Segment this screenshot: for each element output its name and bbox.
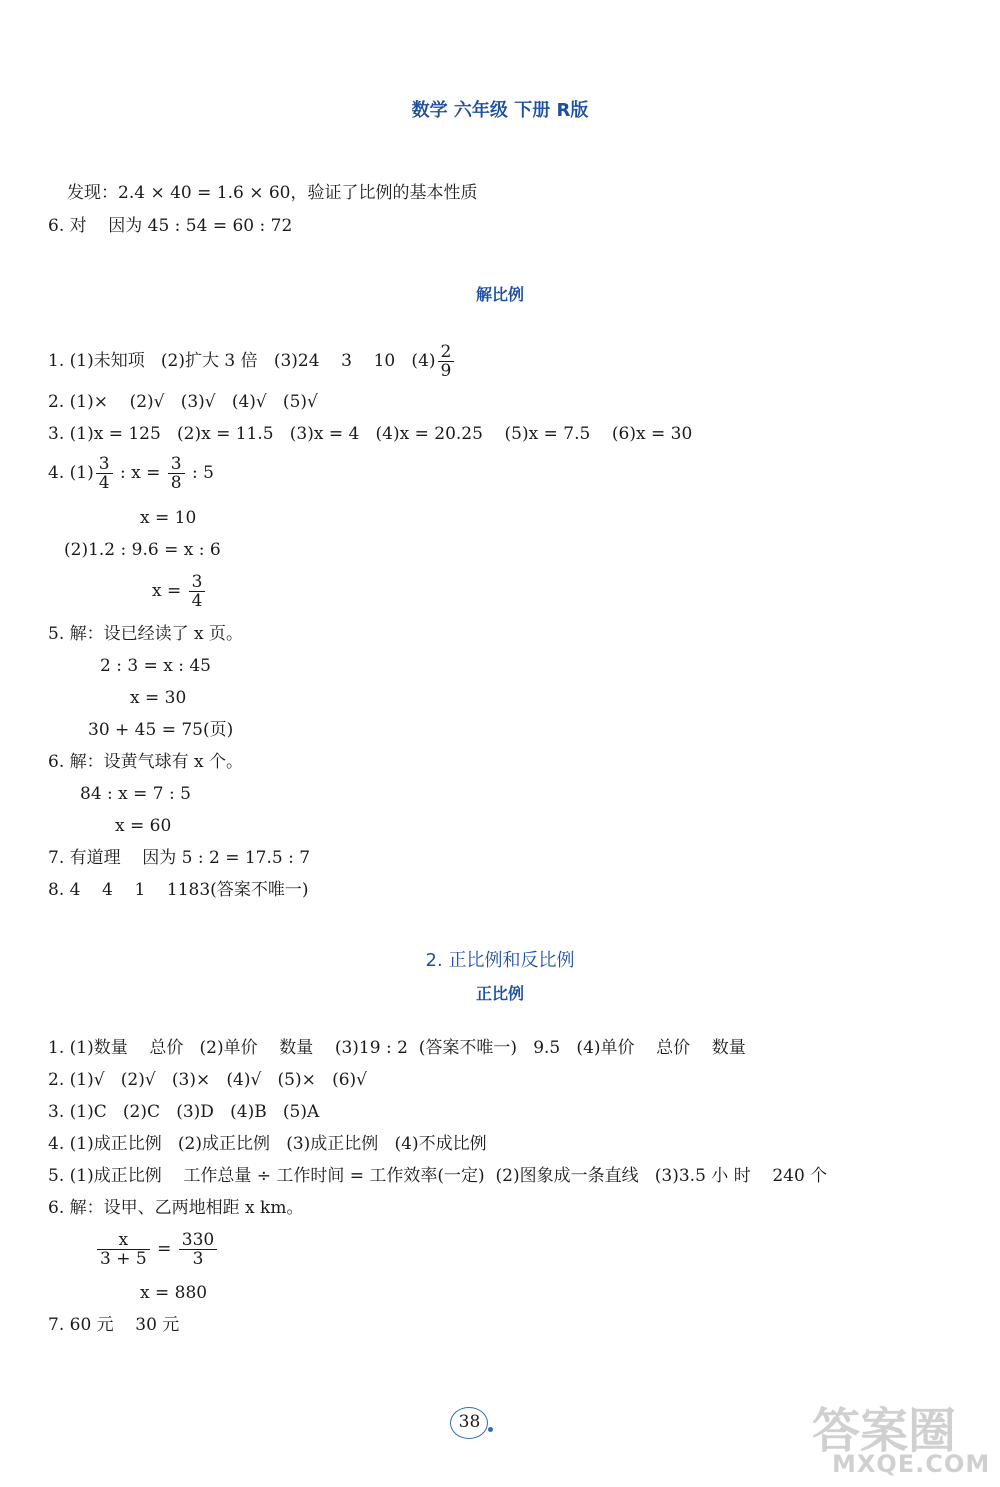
section-title-direct-proportion: 正比例: [475, 984, 524, 1003]
fraction-denominator: 9: [440, 361, 452, 381]
page-number: 38: [458, 1412, 481, 1432]
fraction-numerator: 3: [168, 455, 185, 474]
fraction-denominator: 3: [192, 1249, 204, 1269]
fraction-denominator: 8: [170, 473, 182, 493]
discovery-label: 发现：: [67, 183, 118, 203]
solve-q6-setup: 6. 解：设黄气球有 x 个。: [48, 752, 244, 772]
fraction-numerator: 3: [96, 455, 113, 474]
solve-q3: 3. (1)x = 125 (2)x = 11.5 (3)x = 4 (4)x = 20.25 (5)x = 7.5 (6)x = 30: [48, 424, 693, 444]
solve-q8: 8. 4 4 1 1183(答案不唯一): [48, 880, 309, 900]
discovery-line: [67, 182, 478, 204]
direct-q6-equation: [95, 1231, 219, 1268]
solve-q1: [48, 343, 456, 380]
page-number-dot: [488, 1427, 493, 1432]
watermark-text-url: MXQE.COM: [832, 1450, 991, 1478]
direct-q6-fraction-a: [97, 1231, 150, 1268]
solve-q6-equation: 84 : x = 7 : 5: [80, 784, 191, 804]
solve-q4-prefix: 4. (1): [48, 463, 94, 483]
fraction-numerator: 330: [179, 1231, 217, 1250]
direct-q1: 1. (1)数量 总价 (2)单价 数量 (3)19 : 2 (答案不唯一) 9.5 (4)单价 总价 数量: [48, 1038, 746, 1058]
solve-q4-part2: (2)1.2 : 9.6 = x : 6: [64, 540, 221, 560]
direct-q6-eq-sign: =: [151, 1239, 177, 1259]
fraction-numerator: 2: [438, 343, 455, 362]
solve-q6-answer: x = 60: [115, 816, 172, 836]
solve-q5-setup: 5. 解：设已经读了 x 页。: [48, 624, 244, 644]
fraction-denominator: 4: [191, 591, 203, 611]
solve-q4-mid: : x =: [114, 463, 166, 483]
solve-q5-total: 30 + 45 = 75(页): [88, 720, 234, 740]
direct-q5: 5. (1)成正比例 工作总量 ÷ 工作时间 = 工作效率(一定) (2)图象成一条直线 (3)3.5 小 时 240 个: [48, 1166, 828, 1186]
q6-proportion-check: 6. 对 因为 45 : 54 = 60 : 72: [48, 216, 293, 236]
direct-q2: 2. (1)√ (2)√ (3)× (4)√ (5)× (6)√: [48, 1070, 367, 1090]
page-header-title: 数学 六年级 下册 R版: [411, 100, 589, 121]
solve-q4-answer1: x = 10: [140, 508, 197, 528]
solve-q2: 2. (1)× (2)√ (3)√ (4)√ (5)√: [48, 392, 318, 412]
watermark-text-cn: 答案圈: [812, 1403, 957, 1459]
direct-q3: 3. (1)C (2)C (3)D (4)B (5)A: [48, 1102, 320, 1122]
solve-q4-answer2-prefix: x =: [152, 581, 187, 601]
solve-q4-suffix: : 5: [186, 463, 214, 483]
solve-q4-fraction-b: [168, 455, 185, 492]
direct-q7: 7. 60 元 30 元: [48, 1315, 180, 1335]
section-title-solve-proportion: 解比例: [475, 285, 524, 304]
page-number-badge: [450, 1407, 492, 1441]
discovery-text: 2.4 × 40 = 1.6 × 60，验证了比例的基本性质: [118, 183, 478, 203]
fraction-numerator: 3: [189, 573, 206, 592]
solve-q4-answer2: [152, 573, 207, 610]
solve-q4-part1: [48, 455, 214, 492]
direct-q6-setup: 6. 解：设甲、乙两地相距 x km。: [48, 1198, 304, 1218]
fraction-numerator: x: [97, 1231, 150, 1250]
solve-q1-fraction: [438, 343, 455, 380]
direct-q6-fraction-b: [179, 1231, 217, 1268]
solve-q5-equation: 2 : 3 = x : 45: [100, 656, 211, 676]
direct-q6-answer: x = 880: [140, 1283, 208, 1303]
solve-q4-answer2-fraction: [189, 573, 206, 610]
fraction-denominator: 3 + 5: [100, 1249, 147, 1269]
fraction-denominator: 4: [98, 473, 110, 493]
chapter-title: 2. 正比例和反比例: [425, 950, 575, 971]
solve-q4-fraction-a: [96, 455, 113, 492]
watermark-logo: [812, 1392, 997, 1482]
solve-q1-text: 1. (1)未知项 (2)扩大 3 倍 (3)24 3 10 (4): [48, 351, 436, 371]
solve-q7: 7. 有道理 因为 5 : 2 = 17.5 : 7: [48, 848, 311, 868]
direct-q4: 4. (1)成正比例 (2)成正比例 (3)成正比例 (4)不成比例: [48, 1134, 487, 1154]
solve-q5-answer: x = 30: [130, 688, 187, 708]
